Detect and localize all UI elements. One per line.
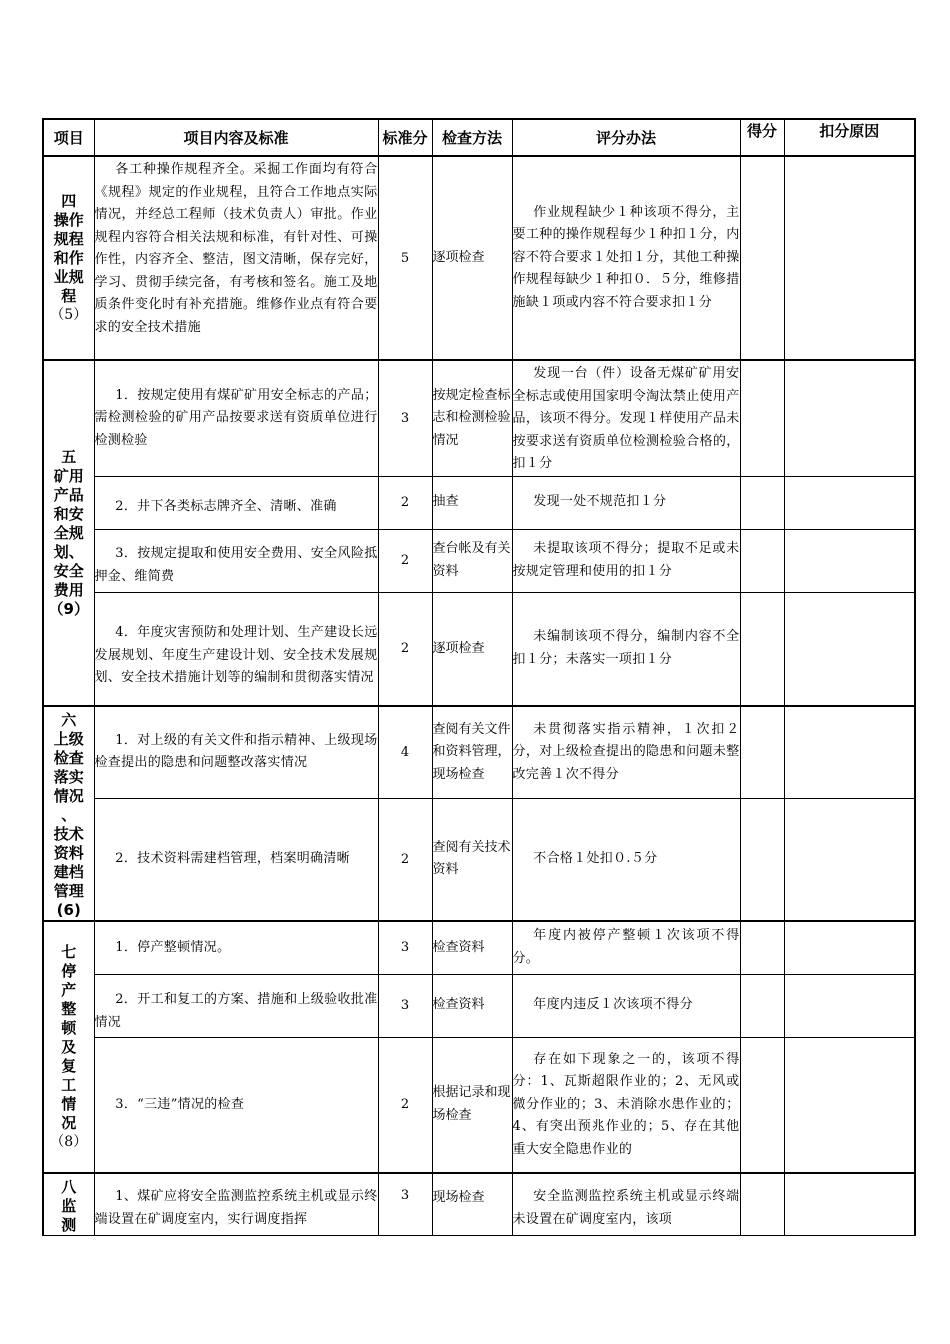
section-title-text: 七 停 产 整 顿 及 复 工 情 况 — [61, 942, 77, 1132]
row-method: 查台帐及有关资料 — [432, 529, 512, 592]
row-method: 检查资料 — [432, 974, 512, 1037]
row-method: 检查资料 — [432, 921, 512, 974]
row-standard: 5 — [378, 156, 432, 360]
row-score-cell[interactable] — [740, 360, 784, 476]
section-score: （9） — [48, 599, 89, 618]
row-standard: 3 — [378, 1173, 432, 1236]
row-content: 1．停产整顿情况。 — [94, 921, 378, 974]
section-title — [43, 1173, 94, 1236]
row-standard: 3 — [378, 360, 432, 476]
row-method: 逐项检查 — [432, 592, 512, 706]
row-scoring: 存在如下现象之一的，该项不得分：1、瓦斯超限作业的；2、无风或微分作业的；3、未消除水患作业的；4、有突出预兆作业的；5、存在其他重大安全隐患作业的 — [512, 1037, 740, 1173]
row-score-cell[interactable] — [740, 1037, 784, 1173]
section-title-text: 八 监 测 — [61, 1178, 77, 1234]
table-row — [43, 156, 915, 360]
table-row — [43, 592, 915, 706]
row-method: 查阅有关文件和资料管理，现场检查 — [432, 706, 512, 798]
row-scoring: 未贯彻落实指示精神，１次扣２分，对上级检查提出的隐患和问题未整改完善１次不得分 — [512, 706, 740, 798]
row-score-cell[interactable] — [740, 798, 784, 921]
row-scoring: 发现一处不规范扣１分 — [512, 476, 740, 529]
section-title — [43, 360, 94, 706]
row-method: 逐项检查 — [432, 156, 512, 360]
row-content: 1．对上级的有关文件和指示精神、上级现场检查提出的隐患和问题整改落实情况 — [94, 706, 378, 798]
table-row — [43, 798, 915, 921]
row-scoring: 不合格１处扣０.５分 — [512, 798, 740, 921]
row-method: 查阅有关技术资料 — [432, 798, 512, 921]
row-content: 2．技术资料需建档管理，档案明确清晰 — [94, 798, 378, 921]
row-score-cell[interactable] — [740, 592, 784, 706]
row-content: 1．按规定使用有煤矿矿用安全标志的产品；需检测检验的矿用产品按要求送有资质单位进行检测检验 — [94, 360, 378, 476]
table-row — [43, 706, 915, 798]
row-content: 1、煤矿应将安全监测监控系统主机或显示终端设置在矿调度室内，实行调度指挥 — [94, 1173, 378, 1236]
header-row — [43, 119, 915, 156]
row-content: 4．年度灾害预防和处理计划、生产建设长远发展规划、年度生产建设计划、安全技术发展规划、安全技术措施计划等的编制和贯彻落实情况 — [94, 592, 378, 706]
section-score: (6) — [56, 901, 81, 919]
row-method: 按规定检查标志和检测检验情况 — [432, 360, 512, 476]
table-row — [43, 974, 915, 1037]
row-method: 根据记录和现场检查 — [432, 1037, 512, 1173]
row-method: 抽查 — [432, 476, 512, 529]
row-score-cell[interactable] — [740, 921, 784, 974]
row-scoring: 未编制该项不得分，编制内容不全扣１分；未落实一项扣１分 — [512, 592, 740, 706]
header-scoring: 评分办法 — [512, 119, 740, 156]
header-item: 项目 — [43, 119, 94, 156]
row-scoring: 年度内违反１次该项不得分 — [512, 974, 740, 1037]
row-reason-cell[interactable] — [784, 706, 915, 798]
section-title — [43, 921, 94, 1173]
row-standard: 4 — [378, 706, 432, 798]
row-scoring: 年度内被停产整顿１次该项不得分。 — [512, 921, 740, 974]
row-score-cell[interactable] — [740, 476, 784, 529]
section-title-text: 六 上级 检查 落实 情况 、 技术 资料 建档 管理 — [53, 711, 84, 900]
header-method: 检查方法 — [432, 119, 512, 156]
row-standard: 2 — [378, 1037, 432, 1173]
row-standard: 3 — [378, 921, 432, 974]
header-score: 得分 — [740, 119, 784, 156]
row-reason-cell[interactable] — [784, 921, 915, 974]
row-scoring: 发现一台（件）设备无煤矿矿用安全标志或使用国家明令淘汰禁止使用产品，该项不得分。发现１样使用产品未按要求送有资质单位检测检验合格的，扣１分 — [512, 360, 740, 476]
row-content: 3．“三违”情况的检查 — [94, 1037, 378, 1173]
row-standard: 2 — [378, 476, 432, 529]
row-content: 各工种操作规程齐全。采掘工作面均有符合《规程》规定的作业规程，且符合工作地点实际情况，并经总工程师（技术负责人）审批。作业规程内容符合相关法规和标准，有针对性、可操作性，内容齐全、整洁，图文清晰，保存完好，学习、贯彻手续完备，有考核和签名。施工及地质条件变化时有补充措施。维修作业点有符合要求的安全技术措施 — [94, 156, 378, 360]
row-standard: 3 — [378, 974, 432, 1037]
row-score-cell[interactable] — [740, 156, 784, 360]
section-title — [43, 156, 94, 360]
row-method: 现场检查 — [432, 1173, 512, 1236]
row-content: 3．按规定提取和使用安全费用、安全风险抵押金、维简费 — [94, 529, 378, 592]
row-reason-cell[interactable] — [784, 529, 915, 592]
row-reason-cell[interactable] — [784, 1037, 915, 1173]
table-row — [43, 921, 915, 974]
row-scoring: 未提取该项不得分；提取不足或未按规定管理和使用的扣１分 — [512, 529, 740, 592]
row-reason-cell[interactable] — [784, 1173, 915, 1236]
row-reason-cell[interactable] — [784, 360, 915, 476]
row-standard: 2 — [378, 592, 432, 706]
section-title-text: 五 矿用 产品 和安 全规 划、 安全 费用 — [53, 447, 84, 599]
row-standard: 2 — [378, 798, 432, 921]
table-row — [43, 476, 915, 529]
row-scoring: 作业规程缺少１种该项不得分，主要工种的操作规程每少１种扣１分，内容不符合要求１处扣１分，其他工种操作规程每缺少１种扣０．５分，维修措施缺１项或内容不符合要求扣１分 — [512, 156, 740, 360]
section-title — [43, 706, 94, 921]
row-score-cell[interactable] — [740, 529, 784, 592]
table-row — [43, 529, 915, 592]
table-row — [43, 1173, 915, 1236]
header-reason: 扣分原因 — [784, 119, 915, 156]
section-score: （8） — [50, 1133, 88, 1150]
table-row — [43, 360, 915, 476]
row-content: 2．开工和复工的方案、措施和上级验收批准情况 — [94, 974, 378, 1037]
header-standard: 标准分 — [378, 119, 432, 156]
header-content: 项目内容及标准 — [94, 119, 378, 156]
section-title-text: 四 操作 规程 和作 业规 程 — [53, 191, 84, 305]
row-score-cell[interactable] — [740, 974, 784, 1037]
row-content: 2．井下各类标志牌齐全、清晰、准确 — [94, 476, 378, 529]
row-reason-cell[interactable] — [784, 974, 915, 1037]
row-reason-cell[interactable] — [784, 476, 915, 529]
inspection-table — [42, 118, 916, 1236]
row-scoring: 安全监测监控系统主机或显示终端未设置在矿调度室内，该项 — [512, 1173, 740, 1236]
row-reason-cell[interactable] — [784, 156, 915, 360]
row-score-cell[interactable] — [740, 706, 784, 798]
section-score: （5） — [50, 306, 88, 323]
table-row — [43, 1037, 915, 1173]
row-reason-cell[interactable] — [784, 592, 915, 706]
row-score-cell[interactable] — [740, 1173, 784, 1236]
row-standard: 2 — [378, 529, 432, 592]
row-reason-cell[interactable] — [784, 798, 915, 921]
